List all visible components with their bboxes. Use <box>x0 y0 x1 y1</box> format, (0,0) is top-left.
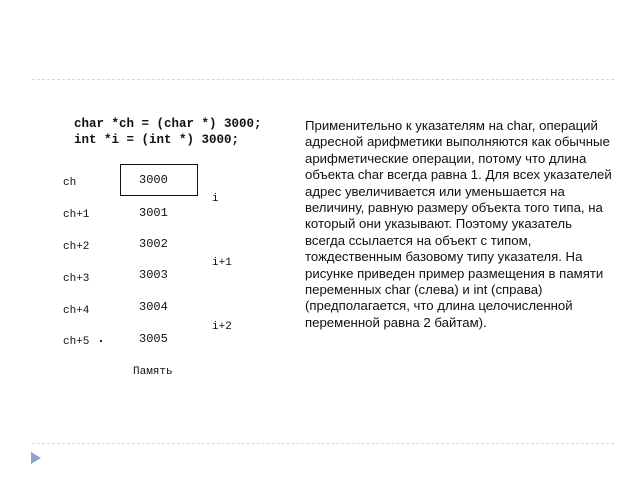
memory-address: 3001 <box>139 206 168 220</box>
memory-address: 3005 <box>139 332 168 346</box>
char-pointer-label: ch <box>63 177 77 189</box>
code-line-int-pointer: int *i = (int *) 3000; <box>74 133 240 147</box>
char-pointer-label: ch+1 <box>63 209 90 221</box>
memory-address: 3004 <box>139 300 168 314</box>
memory-address: 3002 <box>139 237 168 251</box>
stray-dot <box>100 340 102 342</box>
char-pointer-label: ch+5 <box>63 336 90 348</box>
int-pointer-label: i+2 <box>212 321 232 333</box>
bottom-divider <box>32 443 614 444</box>
char-pointer-label: ch+2 <box>63 241 90 253</box>
explanation-paragraph: Применительно к указателям на char, операций адресной арифметики выполняются как обычные арифметические операции, потому что длина объекта char всегда равна 1. Для всех указателей адрес увеличивается или уменьшается на величину, равную размеру объекта того типа, на который они указывают. Поэтому указатель всегда ссылается на объект с типом, тождественным базовому типу указателя. На рисунке приведен пример размещения в памяти переменных char (слева) и int (справа) (предполагается, что длина целочисленной переменной равна 2 байтам). <box>305 118 612 330</box>
memory-address: 3000 <box>139 173 168 187</box>
memory-caption: Память <box>133 366 173 378</box>
triangle-right-icon[interactable] <box>30 451 42 465</box>
char-pointer-label: ch+4 <box>63 305 90 317</box>
int-pointer-label: i <box>212 193 219 205</box>
top-divider <box>32 79 614 80</box>
memory-address: 3003 <box>139 268 168 282</box>
int-pointer-label: i+1 <box>212 257 232 269</box>
char-pointer-label: ch+3 <box>63 273 90 285</box>
code-line-char-pointer: char *ch = (char *) 3000; <box>74 117 262 131</box>
